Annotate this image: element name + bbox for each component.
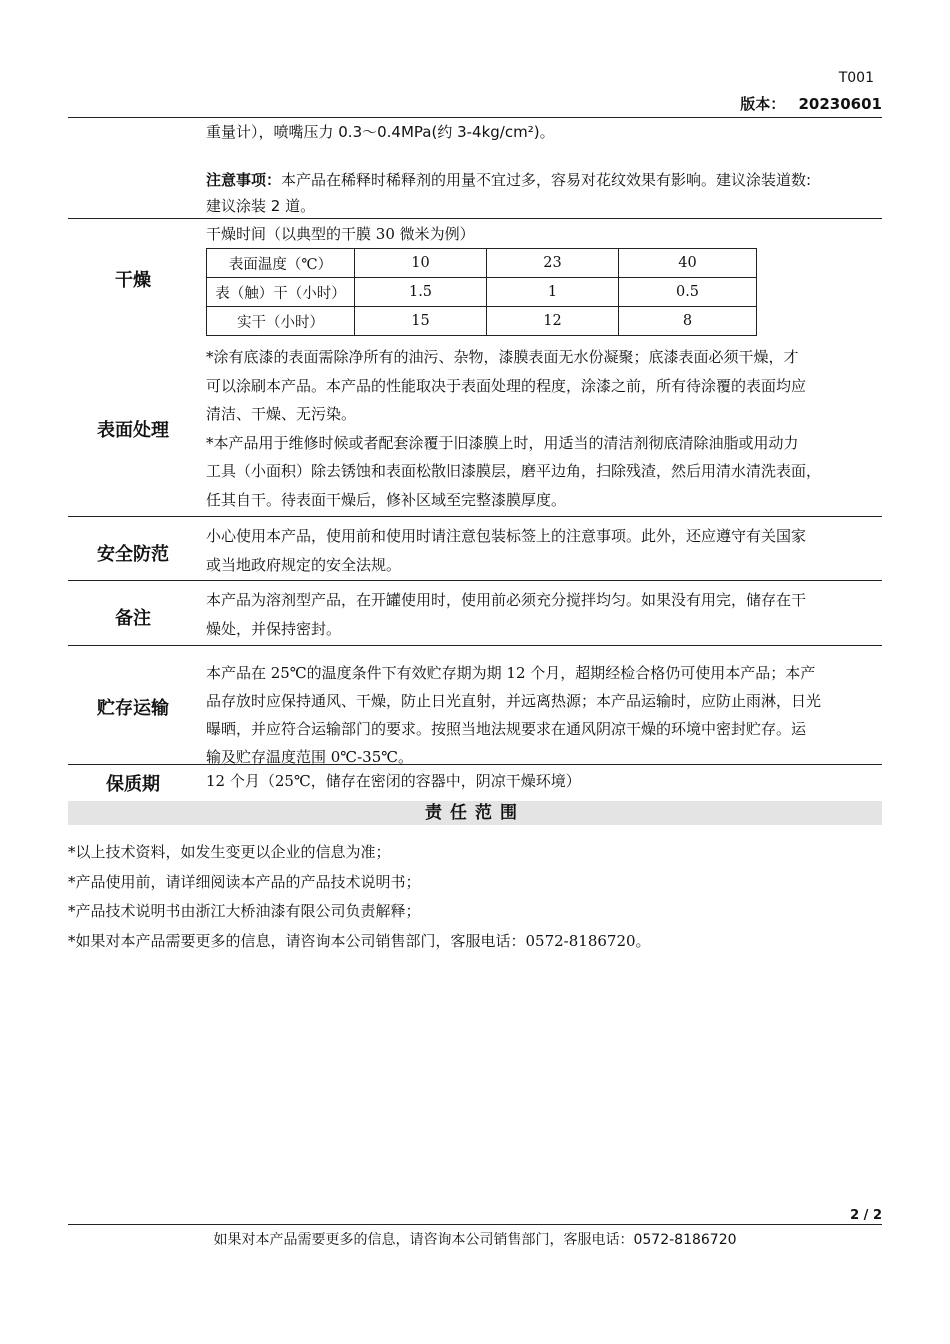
storage-label: 贮存运输 bbox=[97, 698, 169, 719]
safety-line: 或当地政府规定的安全法规。 bbox=[206, 556, 402, 574]
table-row bbox=[207, 278, 757, 307]
header-rule bbox=[68, 117, 882, 118]
list-item: *产品技术说明书由浙江大桥油漆有限公司负责解释； bbox=[68, 902, 421, 920]
surface-line: 可以涂刷本产品。本产品的性能取决于表面处理的程度，涂漆之前，所有待涂覆的表面均应 bbox=[206, 376, 807, 395]
section-divider bbox=[68, 645, 882, 646]
responsibility-list bbox=[68, 838, 651, 956]
section-divider bbox=[68, 218, 882, 219]
table-cell: 12 bbox=[487, 307, 619, 336]
responsibility-title: 责任范围 bbox=[68, 801, 882, 825]
remark-text bbox=[206, 586, 874, 644]
surface-label: 表面处理 bbox=[97, 420, 169, 441]
surface-line: 工具（小面积）除去锈蚀和表面松散旧漆膜层，磨平边角，扫除残渣，然后用清水清洗表面， bbox=[206, 462, 822, 480]
drying-caption: 干燥时间（以典型的干膜 30 微米为例） bbox=[206, 225, 475, 243]
table-cell: 0.5 bbox=[619, 278, 757, 307]
table-cell: 1 bbox=[487, 278, 619, 307]
spray-note bbox=[206, 168, 874, 219]
footer-contact: 如果对本产品需要更多的信息，请咨询本公司销售部门，客服电话：0572-8186720 bbox=[213, 1232, 737, 1248]
table-cell: 40 bbox=[619, 249, 757, 278]
drying-label: 干燥 bbox=[115, 270, 151, 291]
version-value: 20230601 bbox=[798, 95, 882, 113]
spray-continuation bbox=[206, 120, 874, 146]
storage-line: 曝晒，并应符合运输部门的要求。按照当地法规要求在通风阴凉干燥的环境中密封贮存。运 bbox=[206, 720, 807, 738]
shelf-label: 保质期 bbox=[106, 774, 160, 795]
surface-line: *本产品用于维修时候或者配套涂覆于旧漆膜上时，用适当的清洁剂彻底清除油脂或用动力 bbox=[206, 433, 799, 452]
table-cell: 实干（小时） bbox=[207, 307, 355, 336]
drying-table bbox=[206, 248, 757, 336]
table-cell: 8 bbox=[619, 307, 757, 336]
remark-line: 本产品为溶剂型产品，在开罐使用时，使用前必须充分搅拌均匀。如果没有用完，储存在干 bbox=[206, 591, 807, 609]
shelf-text: 12 个月（25℃，储存在密闭的容器中，阴凉干燥环境） bbox=[206, 772, 581, 790]
table-cell: 23 bbox=[487, 249, 619, 278]
spray-line: 重量计），喷嘴压力 0.3～0.4MPa(约 3-4kg/cm²)。 bbox=[206, 123, 555, 141]
note-line2: 建议涂装 2 道。 bbox=[206, 196, 316, 215]
surface-line: 清洁、干燥、无污染。 bbox=[206, 405, 357, 423]
version-label: 版本： bbox=[740, 95, 786, 113]
section-divider bbox=[68, 580, 882, 581]
section-divider bbox=[68, 516, 882, 517]
footer-rule bbox=[68, 1224, 882, 1225]
version-info bbox=[740, 93, 882, 114]
list-item: *产品使用前，请详细阅读本产品的产品技术说明书； bbox=[68, 872, 421, 891]
safety-label: 安全防范 bbox=[97, 544, 169, 565]
storage-line: 输及贮存温度范围 0℃-35℃。 bbox=[206, 748, 414, 766]
table-cell: 表面温度（℃） bbox=[207, 249, 355, 278]
storage-line: 本产品在 25℃的温度条件下有效贮存期为期 12 个月，超期经检合格仍可使用本产品；本产 bbox=[206, 664, 816, 682]
table-cell: 15 bbox=[355, 307, 487, 336]
remark-label: 备注 bbox=[115, 608, 151, 629]
safety-text bbox=[206, 522, 874, 580]
surface-text bbox=[206, 343, 874, 514]
page-number: 2 / 2 bbox=[850, 1208, 882, 1223]
storage-line: 品存放时应保持通风、干燥，防止日光直射，并远离热源；本产品运输时，应防止雨淋，日光 bbox=[206, 692, 822, 710]
safety-line: 小心使用本产品，使用前和使用时请注意包装标签上的注意事项。此外，还应遵守有关国家 bbox=[206, 527, 807, 545]
table-row bbox=[207, 249, 757, 278]
table-row bbox=[207, 307, 757, 336]
section-divider bbox=[68, 764, 882, 765]
surface-line: *涂有底漆的表面需除净所有的油污、杂物，漆膜表面无水份凝聚；底漆表面必须干燥，才 bbox=[206, 348, 799, 366]
table-cell: 表（触）干（小时） bbox=[207, 278, 355, 307]
note-label: 注意事项： bbox=[206, 171, 282, 189]
list-item: *以上技术资料，如发生变更以企业的信息为准； bbox=[68, 843, 391, 861]
table-cell: 10 bbox=[355, 249, 487, 278]
remark-line: 燥处，并保持密封。 bbox=[206, 620, 342, 638]
table-cell: 1.5 bbox=[355, 278, 487, 307]
surface-line: 任其自干。待表面干燥后，修补区域至完整漆膜厚度。 bbox=[206, 490, 567, 509]
document-code: T001 bbox=[838, 70, 874, 86]
storage-text bbox=[206, 659, 874, 771]
list-item: *如果对本产品需要更多的信息，请咨询本公司销售部门，客服电话：0572-8186720。 bbox=[68, 931, 651, 950]
note-text: 本产品在稀释时稀释剂的用量不宜过多，容易对花纹效果有影响。建议涂装道数: bbox=[281, 171, 812, 189]
